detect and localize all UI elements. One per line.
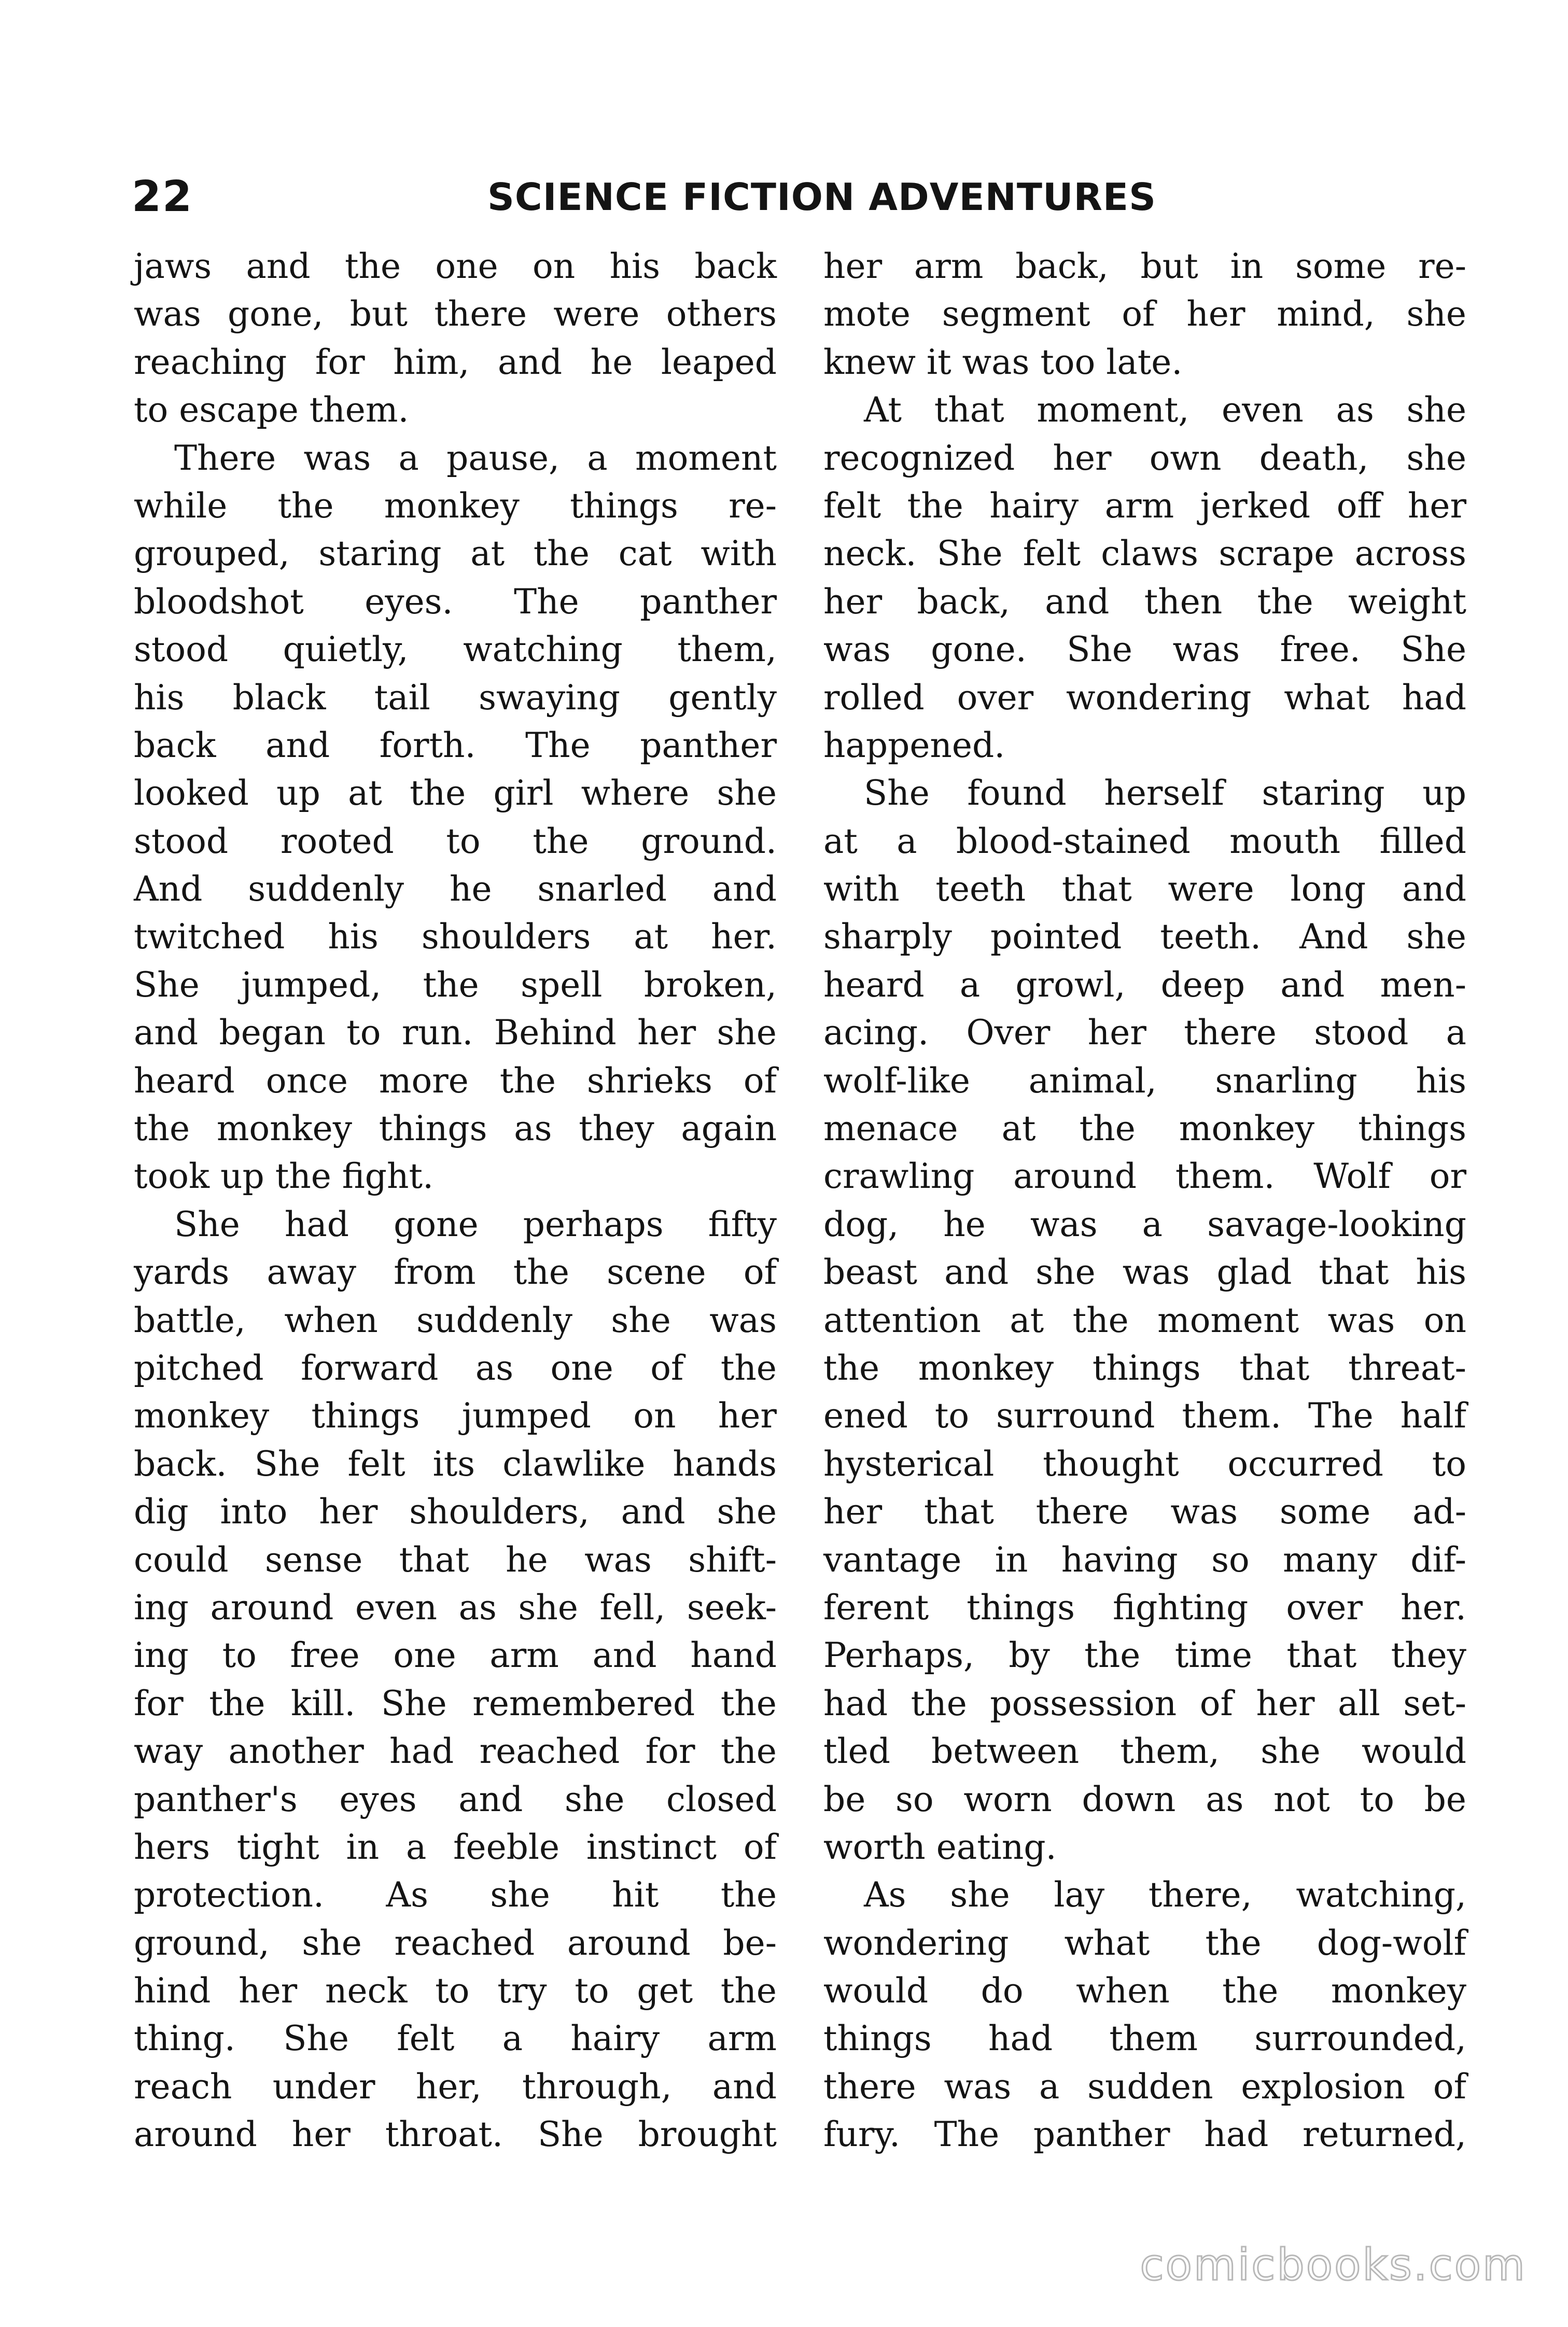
text-line: grouped, staring at the cat with <box>134 534 777 574</box>
text-line: ing around even as she fell, seek- <box>134 1587 777 1628</box>
text-line: fury. The panther had returned, <box>823 2114 1466 2155</box>
text-line: thing. She felt a hairy arm <box>134 2018 777 2059</box>
text-line: Perhaps, by the time that they <box>823 1635 1466 1676</box>
text-line: rolled over wondering what had <box>823 677 1466 718</box>
text-line: menace at the monkey things <box>823 1109 1466 1149</box>
text-line: hind her neck to try to get the <box>134 1971 777 2011</box>
text-line: had the possession of her all set- <box>823 1683 1466 1723</box>
text-line: looked up at the girl where she <box>134 773 777 814</box>
text-line: heard once more the shrieks of <box>134 1060 777 1101</box>
text-line: dog, he was a savage-looking <box>823 1204 1466 1244</box>
text-line: her arm back, but in some re- <box>823 246 1466 286</box>
text-line: for the kill. She remembered the <box>134 1683 777 1723</box>
text-line: and began to run. Behind her she <box>134 1013 777 1053</box>
text-line: her back, and then the weight <box>823 581 1466 622</box>
running-head: SCIENCE FICTION ADVENTURES <box>487 175 1156 219</box>
text-line: wolf-like animal, snarling his <box>823 1060 1466 1101</box>
text-line: her that there was some ad- <box>823 1492 1466 1532</box>
text-line: knew it was too late. <box>823 342 1183 382</box>
text-line: felt the hairy arm jerked off her <box>823 485 1466 526</box>
text-line: mote segment of her mind, she <box>823 294 1466 334</box>
text-line: She found herself staring up <box>864 773 1466 814</box>
text-line: attention at the moment was on <box>823 1300 1466 1340</box>
text-line: hysterical thought occurred to <box>823 1443 1466 1484</box>
text-line: sharply pointed teeth. And she <box>823 917 1466 957</box>
text-line: dig into her shoulders, and she <box>134 1492 777 1532</box>
text-line: beast and she was glad that his <box>823 1252 1466 1293</box>
text-line: tled between them, she would <box>823 1731 1466 1772</box>
text-line: She had gone perhaps fifty <box>174 1204 777 1244</box>
text-line: At that moment, even as she <box>864 390 1466 430</box>
text-line: ferent things fighting over her. <box>823 1587 1466 1628</box>
text-line: things had them surrounded, <box>823 2018 1466 2059</box>
text-line: worth eating. <box>823 1827 1057 1867</box>
watermark-logo: comicbooks.com <box>1140 2239 1527 2290</box>
text-line: was gone, but there were others <box>134 294 777 334</box>
text-line: She jumped, the spell broken, <box>134 964 777 1005</box>
text-line: As she lay there, watching, <box>864 1875 1466 1915</box>
text-line: to escape them. <box>134 390 409 430</box>
text-line: the monkey things as they again <box>134 1109 777 1149</box>
text-line: with teeth that were long and <box>823 869 1466 909</box>
text-line: ground, she reached around be- <box>134 1923 777 1963</box>
text-line: stood quietly, watching them, <box>134 629 777 670</box>
text-line: There was a pause, a moment <box>174 438 777 478</box>
text-line: heard a growl, deep and men- <box>823 964 1466 1005</box>
text-line: crawling around them. Wolf or <box>823 1156 1466 1197</box>
text-line: could sense that he was shift- <box>134 1539 777 1580</box>
text-line: neck. She felt claws scrape across <box>823 534 1466 574</box>
text-line: ened to surround them. The half <box>823 1396 1466 1436</box>
text-column-left <box>134 243 777 2159</box>
text-line: reach under her, through, and <box>134 2066 777 2107</box>
text-column-right <box>823 243 1466 2159</box>
text-line: vantage in having so many dif- <box>823 1539 1466 1580</box>
text-line: would do when the monkey <box>823 1971 1466 2011</box>
text-line: stood rooted to the ground. <box>134 821 777 861</box>
text-line: there was a sudden explosion of <box>823 2066 1466 2107</box>
text-line: way another had reached for the <box>134 1731 777 1772</box>
text-line: at a blood-stained mouth filled <box>823 821 1466 861</box>
text-line: be so worn down as not to be <box>823 1779 1466 1819</box>
text-line: was gone. She was free. She <box>823 629 1466 670</box>
text-line: around her throat. She brought <box>134 2114 777 2155</box>
text-line: hers tight in a feeble instinct of <box>134 1827 777 1867</box>
text-line: his black tail swaying gently <box>134 677 777 718</box>
text-line: monkey things jumped on her <box>134 1396 777 1436</box>
text-line: back. She felt its clawlike hands <box>134 1443 777 1484</box>
page-number: 22 <box>132 172 193 221</box>
text-line: yards away from the scene of <box>134 1252 777 1293</box>
text-line: while the monkey things re- <box>134 485 777 526</box>
text-line: acing. Over her there stood a <box>823 1013 1466 1053</box>
text-line: took up the fight. <box>134 1156 434 1197</box>
text-line: wondering what the dog-wolf <box>823 1923 1466 1963</box>
text-line: panther's eyes and she closed <box>134 1779 777 1819</box>
text-line: twitched his shoulders at her. <box>134 917 777 957</box>
text-line: jaws and the one on his back <box>134 246 777 286</box>
text-line: protection. As she hit the <box>134 1875 777 1915</box>
text-line: bloodshot eyes. The panther <box>134 581 777 622</box>
text-line: back and forth. The panther <box>134 725 777 765</box>
text-line: pitched forward as one of the <box>134 1348 777 1388</box>
text-line: happened. <box>823 725 1005 765</box>
text-line: reaching for him, and he leaped <box>134 342 777 382</box>
text-line: recognized her own death, she <box>823 438 1466 478</box>
text-line: battle, when suddenly she was <box>134 1300 777 1340</box>
text-line: the monkey things that threat- <box>823 1348 1466 1388</box>
text-line: ing to free one arm and hand <box>134 1635 777 1676</box>
text-line: And suddenly he snarled and <box>134 869 777 909</box>
